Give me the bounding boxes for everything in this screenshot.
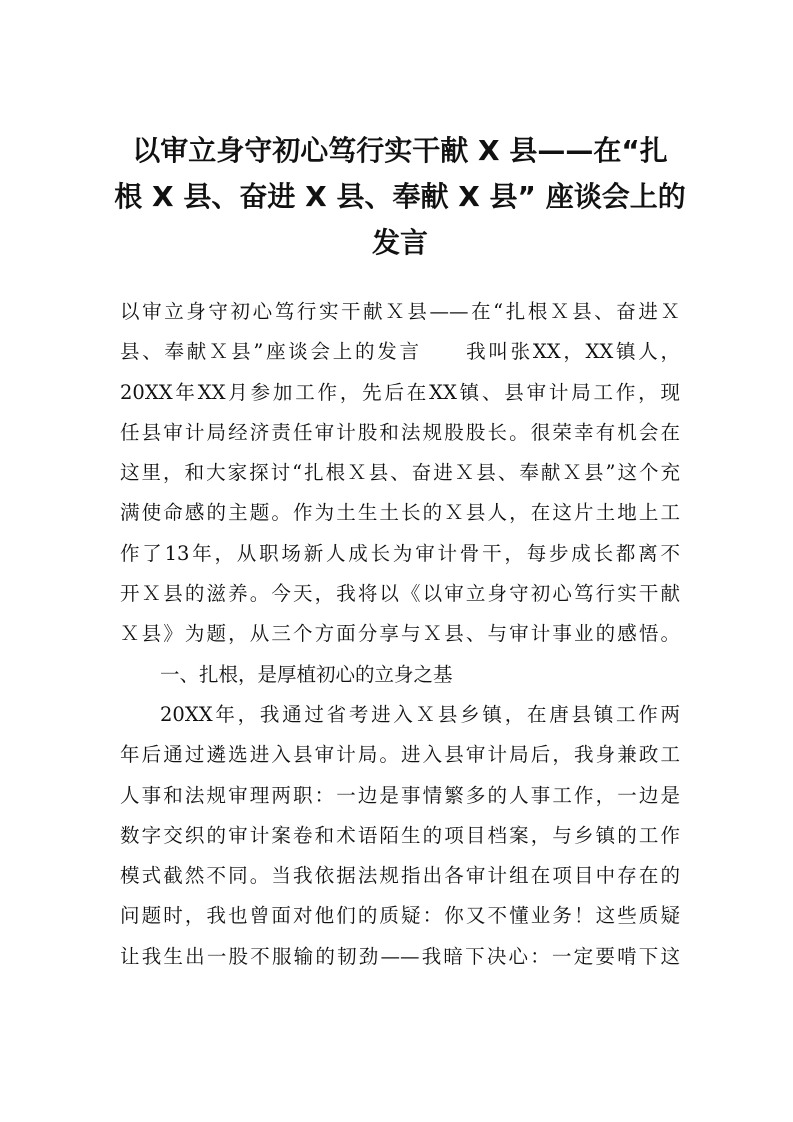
body-line: 县、奉献Ｘ县”座谈会上的发言 我叫张XX，XX镇人， xyxy=(120,340,680,364)
body-line: 年后通过遴选进入县审计局。进入县审计局后，我身兼政工 xyxy=(120,743,680,767)
body-line: 问题时，我也曾面对他们的质疑：你又不懂业务！这些质疑 xyxy=(120,904,680,928)
document-title xyxy=(110,128,690,266)
body-line: 开Ｘ县的滋养。今天，我将以《以审立身守初心笃行实干献 xyxy=(120,582,680,606)
body-line: 模式截然不同。当我依据法规指出各审计组在项目中存在的 xyxy=(120,864,680,888)
body-line: 20XX年，我通过省考进入Ｘ县乡镇，在唐县镇工作两 xyxy=(160,702,680,726)
body-line: 数字交织的审计案卷和术语陌生的项目档案，与乡镇的工作 xyxy=(120,823,680,847)
title-line: 发言 xyxy=(371,226,428,259)
body-line: 满使命感的主题。作为土生土长的Ｘ县人，在这片土地上工 xyxy=(120,501,680,525)
body-line: 任县审计局经济责任审计股和法规股股长。很荣幸有机会在 xyxy=(120,420,680,444)
body-line: 这里，和大家探讨“扎根Ｘ县、奋进Ｘ县、奉献Ｘ县”这个充 xyxy=(120,461,680,485)
body-line: 让我生出一股不服输的韧劲——我暗下决心：一定要啃下这 xyxy=(120,944,680,968)
document-body xyxy=(120,292,680,977)
body-line: 人事和法规审理两职：一边是事情繁多的人事工作，一边是 xyxy=(120,783,680,807)
body-line: 20XX年XX月参加工作，先后在XX镇、县审计局工作，现 xyxy=(120,380,680,404)
section-heading: 一、扎根，是厚植初心的立身之基 xyxy=(160,662,453,686)
body-line: Ｘ县》为题，从三个方面分享与Ｘ县、与审计事业的感悟。 xyxy=(120,622,680,646)
body-line: 作了13年，从职场新人成长为审计骨干，每步成长都离不 xyxy=(120,541,680,565)
body-line: 以审立身守初心笃行实干献Ｘ县——在“扎根Ｘ县、奋进Ｘ xyxy=(120,300,680,323)
title-line: 根 X 县、奋进 X 县、奉献 X 县” 座谈会上的 xyxy=(114,180,686,213)
title-line: 以审立身守初心笃行实干献 X 县——在“扎 xyxy=(132,134,668,167)
